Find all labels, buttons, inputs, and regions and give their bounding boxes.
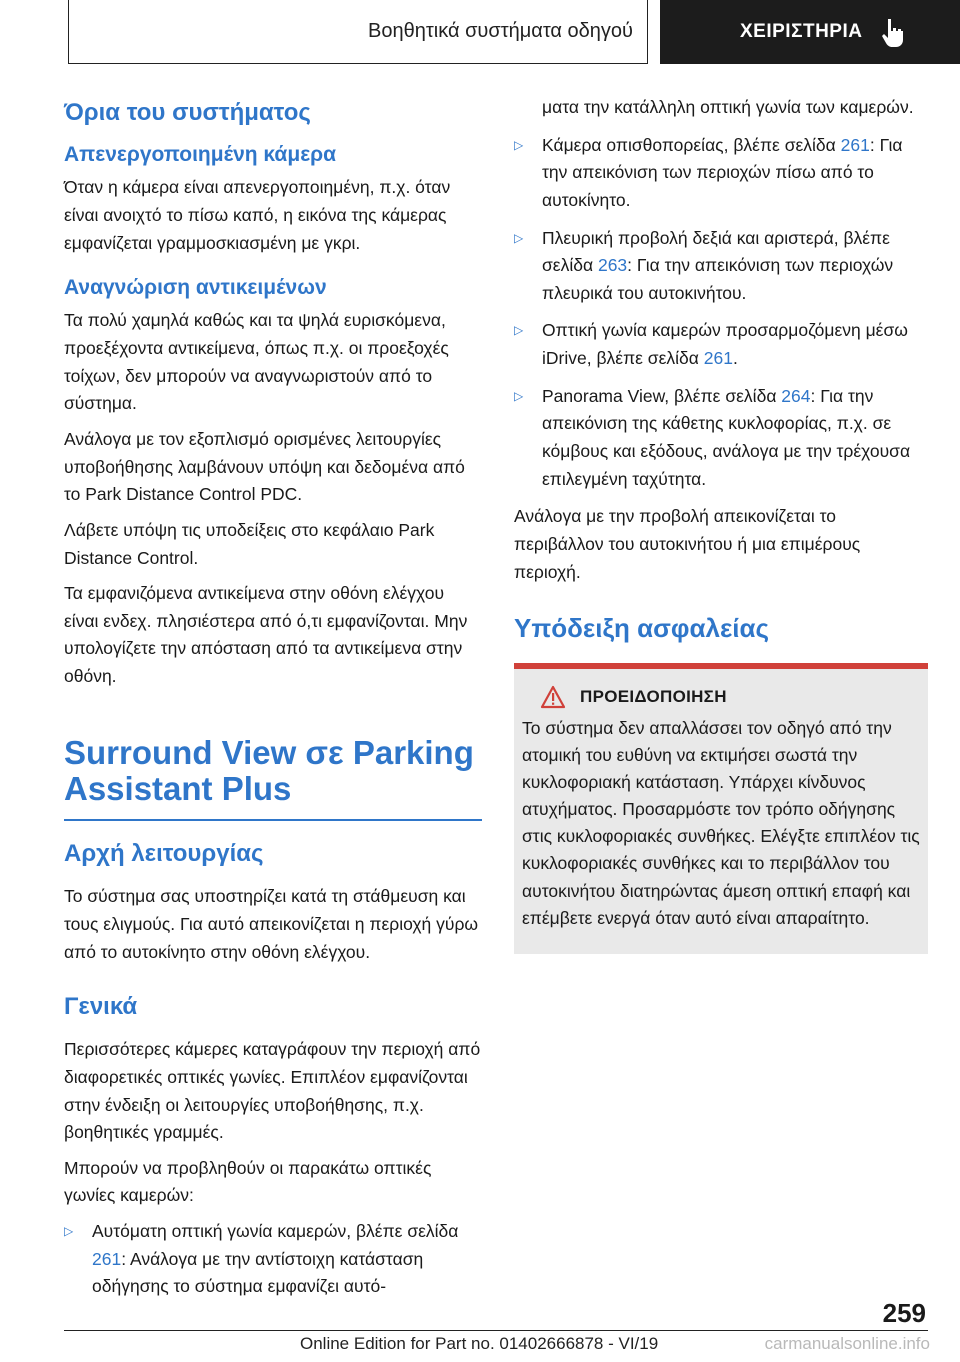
paragraph-detection-3: Λάβετε υπόψη τις υποδείξεις στο κεφάλαιο Park Distance Control.	[64, 519, 435, 568]
footer-divider	[64, 1330, 928, 1331]
page-link[interactable]: 261	[92, 1248, 122, 1269]
page-link[interactable]: 263	[597, 255, 628, 276]
list-item-text: Πλευρική προβολή δεξιά και αριστερά, βλέπε σελίδα 263: Για την απεικόνιση των περιοχών πλευρικά του αυτοκινήτου.	[542, 227, 894, 303]
list-item	[514, 383, 928, 494]
heading-system-limits: Όρια του συστήματος	[64, 99, 311, 126]
heading-object-detection: Αναγνώριση αντικειμένων	[64, 276, 327, 300]
page-number: 259	[882, 1298, 926, 1328]
list-item-text: Αυτόματη οπτική γωνία καμερών, βλέπε σελίδα 261: Ανάλογα με την αντίστοιχη κατάσταση οδήγησης το σύστημα εμφανίζει αυτό-	[92, 1221, 459, 1297]
list-item-text: Οπτική γωνία καμερών προσαρμοζόμενη μέσω iDrive, βλέπε σελίδα 261.	[542, 320, 908, 369]
left-column	[64, 98, 482, 1311]
list-item	[514, 132, 928, 215]
warning-header	[522, 685, 920, 709]
paragraph-detection-4: Τα εμφανιζόμενα αντικείμενα στην οθόνη ελέγχου είναι ενδεχ. πλησιέστερα από ό,τι εμφανίζονται. Μην υπολογίζετε την απόσταση από τα αντικείμενα στην οθόνη.	[64, 583, 468, 687]
warning-box	[514, 663, 928, 954]
footer-edition: Online Edition for Part no. 01402666878 - VI/19	[300, 1334, 659, 1353]
paragraph-principle: Το σύστημα σας υποστηρίζει κατά τη στάθμευση και τους ελιγμούς. Για αυτό απεικονίζεται η περιοχή γύρω από το αυτοκίνητο στην οθόνη ελέγχου.	[64, 886, 479, 962]
triangle-bullet-icon: ▷	[514, 137, 524, 152]
triangle-bullet-icon: ▷	[514, 230, 524, 245]
heading-surround-view: Surround View σε Parking Assistant Plus	[64, 735, 482, 822]
list-item-continuation: ματα την κατάλληλη οπτική γωνία των καμερών.	[542, 97, 914, 117]
warning-triangle-icon	[540, 685, 566, 709]
heading-camera-deactivated: Απενεργοποιημένη κάμερα	[64, 143, 337, 166]
header-chapter-tab	[660, 0, 960, 64]
paragraph-general-1: Περισσότερες κάμερες καταγράφουν την περιοχή από διαφορετικές οπτικές γωνίες. Επιπλέον εμφανίζονται στην ένδειξη οι λειτουργίες υποβοήθησης, π.χ. βοηθητικές γραμμές.	[64, 1039, 481, 1143]
heading-general: Γενικά	[64, 993, 138, 1021]
warning-text: Το σύστημα δεν απαλλάσσει τον οδηγό από την ατομική του ευθύνη να εκτιμήσει σωστά την κυκλοφοριακή κατάσταση. Υπάρχει κίνδυνος ατυχήματος. Προσαρμόστε τον τρόπο οδήγησης στις κυκλοφοριακές συνθήκες. Ελέγξτε επιπλέον τις κυκλοφοριακές συνθήκες και το περιβάλλον του αυτοκινήτου διατηρώντας άμεση οπτική επαφή και επέμβετε ενεργά όταν αυτό είναι απαραίτητο.	[522, 717, 920, 928]
list-item-text: Panorama View, βλέπε σελίδα 264: Για την απεικόνιση της κάθετης κυκλοφορίας, π.χ. σε κόμβους και εξόδους, ανάλογα με την τρέχουσα επιλεγμένη ταχύτητα.	[542, 385, 911, 489]
page-link[interactable]: 261	[703, 348, 733, 369]
heading-principle: Αρχή λειτουργίας	[64, 840, 264, 868]
triangle-bullet-icon: ▷	[514, 388, 524, 403]
list-item	[514, 317, 928, 372]
paragraph-general-2: Μπορούν να προβληθούν οι παρακάτω οπτικές γωνίες καμερών:	[64, 1157, 432, 1206]
triangle-bullet-icon: ▷	[514, 323, 524, 338]
paragraph-detection-2: Ανάλογα με τον εξοπλισμό ορισμένες λειτουργίες υποβοήθησης λαμβάνουν υπόψη και δεδομένα από το Park Distance Control PDC.	[64, 428, 465, 505]
page-link[interactable]: 261	[840, 134, 870, 155]
header-chapter-title: ΧΕΙΡΙΣΤΗΡΙΑ	[740, 21, 863, 42]
list-item-text: Κάμερα οπισθοπορείας, βλέπε σελίδα 261: Για την απεικόνιση των περιοχών πίσω από το αυτοκίνητο.	[542, 134, 903, 210]
paragraph-camera-deactivated: Όταν η κάμερα είναι απενεργοποιημένη, π.χ. όταν είναι ανοιχτό το πίσω καπό, η εικόνα της κάμερας εμφανίζεται γραμμοσκιασμένη με γκρι.	[64, 177, 451, 253]
paragraph-after-list: Ανάλογα με την προβολή απεικονίζεται το περιβάλλον του αυτοκινήτου ή μια επιμέρους περιοχή.	[514, 506, 861, 582]
triangle-bullet-icon: ▷	[64, 1224, 74, 1239]
hand-pointer-icon	[880, 17, 906, 47]
paragraph-detection-1: Τα πολύ χαμηλά καθώς και τα ψηλά ευρισκόμενα, προεξέχοντα αντικείμενα, όπως π.χ. οι προεξοχές τοίχων, δεν μπορούν να αναγνωριστούν από το σύστημα.	[64, 310, 449, 414]
watermark: carmanualsonline.info	[764, 1334, 930, 1353]
heading-safety-note: Υπόδειξη ασφαλείας	[514, 613, 770, 644]
list-item	[64, 1218, 482, 1301]
warning-title: ΠΡΟΕΙΔΟΠΟΙΗΣΗ	[580, 686, 727, 706]
header-section-box	[68, 0, 648, 64]
page-link[interactable]: 264	[781, 385, 811, 406]
header-section-title: Βοηθητικά συστήματα οδηγού	[368, 20, 633, 42]
right-column	[514, 98, 928, 954]
list-item	[514, 225, 928, 308]
